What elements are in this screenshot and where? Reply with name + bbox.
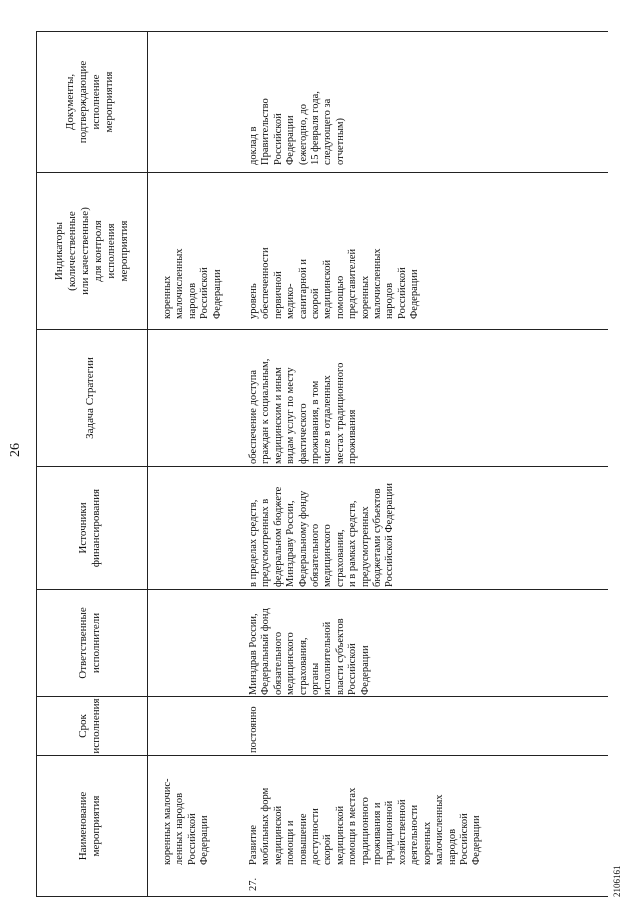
- row-documents: доклад в Правительство Российской Федерации (ежегодно, до 15 февраля года, следующего за отчетным): [248, 91, 346, 165]
- row-number: 27.: [248, 877, 259, 891]
- row-task: обеспечение доступа граждан к социальным, медицинским и иным видам услуг по месту фактического проживания, в том числе в отдаленных местах традиционного проживания: [248, 358, 359, 464]
- col-rule-right: [36, 31, 608, 32]
- table-top-rule: [36, 32, 37, 897]
- continuation-indicators: коренных малочисленных народов Российской Федерации: [162, 248, 223, 319]
- page-number: 26: [8, 443, 23, 457]
- document-code: 2106161: [612, 865, 622, 897]
- header-name: Наименование мероприятия: [77, 791, 102, 861]
- header-responsible: Ответственные исполнители: [77, 607, 102, 679]
- col-rule-4: [36, 466, 608, 467]
- row-responsible: Минздрав России, Федеральный фонд обязательного медицинского страхования, органы исполнительной власти субъектов Российской Федерации: [248, 608, 371, 695]
- header-bottom-rule: [147, 32, 148, 897]
- header-task: Задача Стратегии: [84, 357, 96, 439]
- row-name: Развитие мобильных форм медицинской помощи и повышение доступности скорой медицинской помощи в местах традиционного проживания и традиционной хозяйственной деятельности коренных малочисленных народов Российской Федерации: [248, 787, 483, 865]
- header-deadline: Срок исполнения: [77, 698, 102, 754]
- header-documents: Документы, подтверждающие исполнение мероприятия: [64, 60, 115, 144]
- header-funding: Источники финансирования: [77, 488, 102, 568]
- row-deadline: постоянно: [248, 706, 259, 753]
- col-rule-2: [36, 696, 608, 697]
- col-rule-left: [36, 896, 608, 897]
- col-rule-5: [36, 329, 608, 330]
- row-funding: в пределах средств, предусмотренных в федеральном бюджете Минздраву России, Федеральному фонду обязательного медицинского страхования, и в рамках средств, предусмотренных бюджетами субъектов Российской Федерации: [248, 483, 396, 587]
- row-indicators: уровень обеспеченности первичной медико- санитарной и скорой медицинской помощью представителей коренных малочисленных народов Российской Федерации: [248, 247, 421, 319]
- continuation-name: коренных малочис- ленных народов Российской Федерации: [162, 778, 211, 865]
- header-indicators: Индикаторы (количественные или качественные) для контроля исполнения мероприятия: [53, 207, 130, 295]
- col-rule-3: [36, 589, 608, 590]
- col-rule-1: [36, 755, 608, 756]
